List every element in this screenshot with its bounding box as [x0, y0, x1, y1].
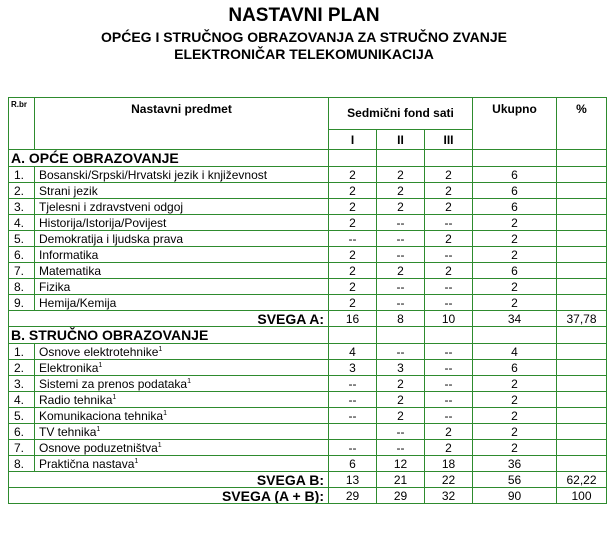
grand-total-sum: 90 — [473, 488, 557, 504]
a-total-year-2: 8 — [377, 311, 425, 327]
hours-year-2: 2 — [377, 167, 425, 183]
footnote-marker: 1 — [158, 345, 163, 353]
b-section-empty-cell — [473, 327, 557, 344]
subject-name — [35, 344, 329, 360]
percent-empty — [557, 215, 607, 231]
hours-total: 2 — [473, 295, 557, 311]
row-number: 6. — [9, 424, 35, 440]
hours-year-2: -- — [377, 424, 425, 440]
table-row — [9, 295, 607, 311]
subject-name — [35, 376, 329, 392]
subject-label: Matematika — [39, 263, 102, 278]
hours-year-3: -- — [425, 295, 473, 311]
b-total-sum: 56 — [473, 472, 557, 488]
percent-empty — [557, 392, 607, 408]
hours-year-3: -- — [425, 376, 473, 392]
header-year-3: III — [425, 130, 473, 150]
table-row — [9, 183, 607, 199]
hours-year-2: -- — [377, 344, 425, 360]
subject-label: Tjelesni i zdravstveni odgoj — [39, 199, 184, 214]
b-total-row — [9, 472, 607, 488]
b-total-year-2: 21 — [377, 472, 425, 488]
subject-name — [35, 183, 329, 199]
header-rbr: R.br — [9, 98, 35, 150]
percent-empty — [557, 167, 607, 183]
hours-year-3: -- — [425, 408, 473, 424]
hours-year-3: 2 — [425, 199, 473, 215]
subject-label: Osnove poduzetništva — [39, 440, 158, 455]
subject-label: Sistemi za prenos podataka — [39, 376, 188, 391]
hours-total: 6 — [473, 167, 557, 183]
hours-year-2: 12 — [377, 456, 425, 472]
hours-year-2: -- — [377, 440, 425, 456]
hours-year-2: 2 — [377, 392, 425, 408]
table-row — [9, 279, 607, 295]
hours-year-1: 2 — [329, 215, 377, 231]
hours-year-3: 2 — [425, 167, 473, 183]
hours-year-2: -- — [377, 247, 425, 263]
table-row — [9, 440, 607, 456]
hours-year-1 — [329, 424, 377, 440]
hours-total: 4 — [473, 344, 557, 360]
b-section-header — [9, 327, 607, 344]
b-total-year-3: 22 — [425, 472, 473, 488]
header-year-1: I — [329, 130, 377, 150]
hours-year-3: 2 — [425, 440, 473, 456]
footnote-marker: 1 — [134, 457, 139, 465]
percent-empty — [557, 183, 607, 199]
table-row — [9, 392, 607, 408]
table-row — [9, 247, 607, 263]
percent-empty — [557, 263, 607, 279]
hours-year-1: 2 — [329, 279, 377, 295]
a-section-empty-cell — [473, 150, 557, 167]
b-section-empty-cell — [377, 327, 425, 344]
grand-total-percent: 100 — [557, 488, 607, 504]
percent-empty — [557, 376, 607, 392]
page-title: NASTAVNI PLAN — [228, 5, 380, 26]
hours-year-3: -- — [425, 215, 473, 231]
hours-year-2: -- — [377, 279, 425, 295]
header-year-2: II — [377, 130, 425, 150]
b-section-empty-cell — [329, 327, 377, 344]
hours-total: 2 — [473, 247, 557, 263]
percent-empty — [557, 456, 607, 472]
row-number: 4. — [9, 392, 35, 408]
grand-total-year-3: 32 — [425, 488, 473, 504]
hours-total: 2 — [473, 424, 557, 440]
subject-name — [35, 424, 329, 440]
subject-name — [35, 360, 329, 376]
hours-year-3: -- — [425, 279, 473, 295]
footnote-marker: 1 — [187, 377, 191, 385]
a-total-percent: 37,78 — [557, 311, 607, 327]
curriculum-table — [8, 97, 607, 504]
a-total-label: SVEGA A: — [9, 311, 329, 327]
table-row — [9, 376, 607, 392]
row-number: 1. — [9, 344, 35, 360]
subject-label: Bosanski/Srpski/Hrvatski jezik i književnost — [39, 167, 268, 182]
subject-name — [35, 215, 329, 231]
hours-year-3: -- — [425, 344, 473, 360]
subject-name — [35, 263, 329, 279]
table-row — [9, 344, 607, 360]
grand-total-row — [9, 488, 607, 504]
hours-year-2: 3 — [377, 360, 425, 376]
a-total-year-1: 16 — [329, 311, 377, 327]
subject-label: Strani jezik — [39, 183, 98, 198]
subject-label: Demokratija i ljudska prava — [39, 231, 184, 246]
subject-name — [35, 199, 329, 215]
header-subject: Nastavni predmet — [35, 98, 329, 150]
hours-year-1: 3 — [329, 360, 377, 376]
hours-year-3: 2 — [425, 424, 473, 440]
hours-total: 2 — [473, 392, 557, 408]
grand-total-year-2: 29 — [377, 488, 425, 504]
table-row — [9, 215, 607, 231]
footnote-marker: 1 — [98, 361, 103, 369]
hours-year-1: 2 — [329, 199, 377, 215]
footnote-marker: 1 — [163, 409, 167, 417]
hours-year-2: -- — [377, 231, 425, 247]
percent-empty — [557, 360, 607, 376]
hours-year-1: -- — [329, 376, 377, 392]
table-row — [9, 424, 607, 440]
hours-total: 2 — [473, 440, 557, 456]
a-total-year-3: 10 — [425, 311, 473, 327]
subject-name — [35, 279, 329, 295]
hours-total: 2 — [473, 231, 557, 247]
row-number: 3. — [9, 376, 35, 392]
b-section-empty-cell — [425, 327, 473, 344]
subject-label: TV tehnika — [39, 424, 97, 439]
hours-total: 36 — [473, 456, 557, 472]
hours-year-3: 18 — [425, 456, 473, 472]
subtitle-line-1: OPĆEG I STRUČNOG OBRAZOVANJA ZA STRUČNO ZVANJE — [100, 29, 508, 45]
b-total-label: SVEGA B: — [9, 472, 329, 488]
a-section-title: A. OPĆE OBRAZOVANJE — [9, 150, 329, 167]
a-total-row — [9, 311, 607, 327]
percent-empty — [557, 344, 607, 360]
subject-label: Osnove elektrotehnike — [39, 344, 159, 359]
table-row — [9, 408, 607, 424]
row-number: 9. — [9, 295, 35, 311]
a-total-sum: 34 — [473, 311, 557, 327]
hours-year-1: 2 — [329, 247, 377, 263]
hours-year-2: -- — [377, 215, 425, 231]
hours-year-3: -- — [425, 247, 473, 263]
row-number: 2. — [9, 360, 35, 376]
hours-total: 2 — [473, 279, 557, 295]
percent-empty — [557, 279, 607, 295]
hours-year-1: -- — [329, 440, 377, 456]
row-number: 5. — [9, 408, 35, 424]
row-number: 8. — [9, 456, 35, 472]
footnote-marker: 1 — [157, 441, 162, 449]
table-row — [9, 231, 607, 247]
hours-year-1: -- — [329, 231, 377, 247]
hours-year-3: 2 — [425, 183, 473, 199]
table-row — [9, 456, 607, 472]
table-row — [9, 263, 607, 279]
subject-label: Fizika — [39, 279, 71, 294]
subject-name — [35, 440, 329, 456]
b-total-year-1: 13 — [329, 472, 377, 488]
hours-year-2: 2 — [377, 376, 425, 392]
row-number: 1. — [9, 167, 35, 183]
grand-total-label: SVEGA (A + B): — [9, 488, 329, 504]
percent-empty — [557, 231, 607, 247]
subject-label: Praktična nastava — [39, 456, 135, 471]
hours-total: 2 — [473, 215, 557, 231]
hours-year-3: 2 — [425, 263, 473, 279]
a-section-empty-cell — [557, 150, 607, 167]
row-number: 7. — [9, 263, 35, 279]
a-section-empty-cell — [377, 150, 425, 167]
hours-year-3: 2 — [425, 231, 473, 247]
subject-label: Informatika — [39, 247, 99, 262]
percent-empty — [557, 199, 607, 215]
hours-year-2: 2 — [377, 199, 425, 215]
row-number: 7. — [9, 440, 35, 456]
subject-name — [35, 167, 329, 183]
hours-year-2: -- — [377, 295, 425, 311]
hours-year-3: -- — [425, 392, 473, 408]
header-percent: % — [557, 98, 607, 150]
hours-total: 6 — [473, 263, 557, 279]
header-total: Ukupno — [473, 98, 557, 150]
subtitle-line-2: ELEKTRONIČAR TELEKOMUNIKACIJA — [174, 46, 434, 62]
row-number: 4. — [9, 215, 35, 231]
percent-empty — [557, 440, 607, 456]
hours-year-2: 2 — [377, 183, 425, 199]
footnote-marker: 1 — [96, 425, 101, 433]
subject-label: Radio tehnika — [39, 392, 113, 407]
grand-total-year-1: 29 — [329, 488, 377, 504]
a-section-header — [9, 150, 607, 167]
hours-year-3: -- — [425, 360, 473, 376]
hours-year-1: 2 — [329, 263, 377, 279]
hours-total: 2 — [473, 408, 557, 424]
subject-label: Historija/Istorija/Povijest — [39, 215, 167, 230]
percent-empty — [557, 295, 607, 311]
percent-empty — [557, 408, 607, 424]
subject-label: Elektronika — [39, 360, 99, 375]
hours-year-1: 2 — [329, 295, 377, 311]
hours-total: 2 — [473, 376, 557, 392]
table-row — [9, 199, 607, 215]
subject-label: Hemija/Kemija — [39, 295, 117, 310]
hours-total: 6 — [473, 199, 557, 215]
table-row — [9, 167, 607, 183]
row-number: 3. — [9, 199, 35, 215]
subject-name — [35, 392, 329, 408]
hours-year-2: 2 — [377, 263, 425, 279]
hours-total: 6 — [473, 183, 557, 199]
b-section-title: B. STRUČNO OBRAZOVANJE — [9, 327, 329, 344]
row-number: 8. — [9, 279, 35, 295]
subject-name — [35, 456, 329, 472]
row-number: 5. — [9, 231, 35, 247]
b-total-percent: 62,22 — [557, 472, 607, 488]
hours-year-2: 2 — [377, 408, 425, 424]
hours-year-1: 6 — [329, 456, 377, 472]
a-section-empty-cell — [329, 150, 377, 167]
subject-name — [35, 295, 329, 311]
percent-empty — [557, 247, 607, 263]
subject-label: Komunikaciona tehnika — [39, 408, 164, 423]
hours-year-1: -- — [329, 408, 377, 424]
b-section-empty-cell — [557, 327, 607, 344]
subject-name — [35, 408, 329, 424]
hours-year-1: 2 — [329, 183, 377, 199]
subject-name — [35, 247, 329, 263]
hours-year-1: -- — [329, 392, 377, 408]
footnote-marker: 1 — [112, 393, 117, 401]
hours-total: 6 — [473, 360, 557, 376]
header-weekly-hours: Sedmični fond sati — [329, 98, 473, 130]
table-row — [9, 360, 607, 376]
a-section-empty-cell — [425, 150, 473, 167]
row-number: 6. — [9, 247, 35, 263]
percent-empty — [557, 424, 607, 440]
hours-year-1: 4 — [329, 344, 377, 360]
subject-name — [35, 231, 329, 247]
row-number: 2. — [9, 183, 35, 199]
hours-year-1: 2 — [329, 167, 377, 183]
